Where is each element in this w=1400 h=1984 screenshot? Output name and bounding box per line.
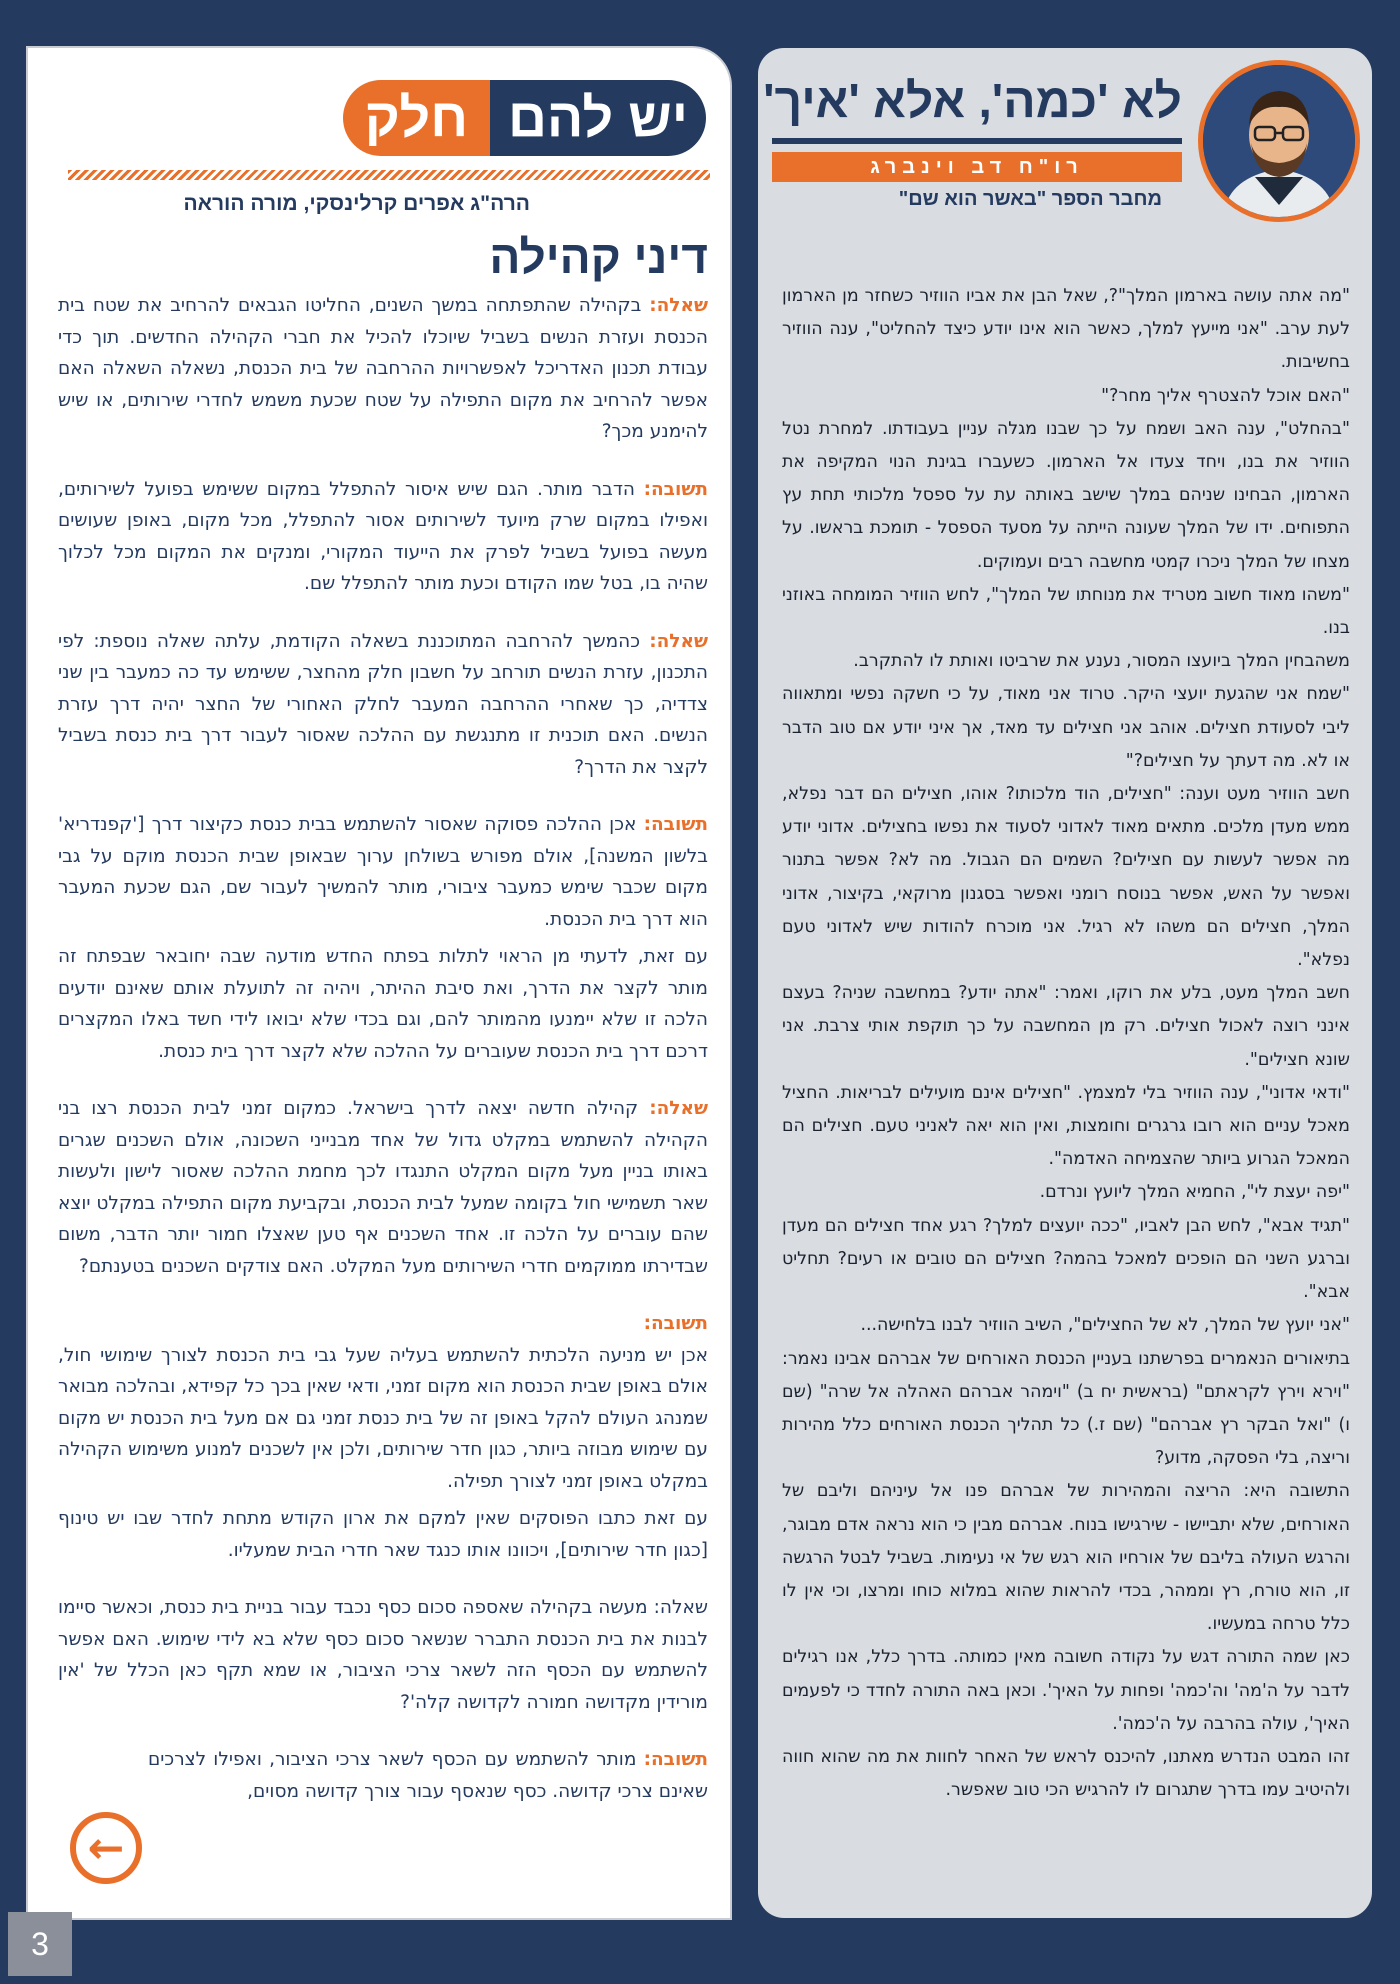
arrow-left-icon[interactable]: ←	[70, 1812, 142, 1884]
section-title: דיני קהילה	[489, 231, 708, 283]
story-paragraph: חשב המלך מעט, בלע את רוקו, ואמר: "אתה יודע? במחשבה שניה? בעצם אינני רוצה לאכול חצילים. רק מן המחשבה על כך תוקפת אותי צרבת. אני שונא חצילים".	[782, 983, 1350, 1070]
story-paragraph: חשב הווזיר מעט וענה: "חצילים, הוד מלכותו? אוהו, חצילים הם דבר נפלא, ממש מעדן מלכים. מתאים מאוד לאדוני לסעוד את נפשו בחצילים. אדוני יודע מה אפשר לעשות עם חצילים? השמים הם הגבול. מה לא? אפשר בתנור ואפשר על האש, אפשר בנוסח רומני ואפשר בסגנון מרוקאי, בקיצור, אדוני המלך, חצילים הם משהו לא רגיל. אני מוכרח להודות שיש לאדוני טעם נפלא".	[782, 784, 1350, 971]
banner-navy-text: יש להם	[490, 80, 706, 156]
qa-text: עם זאת כתבו הפוסקים שאין למקם את ארון הקודש מתחת לחדר שבו יש טינוף [כגון חדר שירותים], ויכוונו אותו כנגד שאר חדרי הבית שמעליו.	[58, 1508, 708, 1561]
story-title: לא 'כמה', אלא 'איך'	[763, 75, 1182, 128]
qa-paragraph	[58, 809, 708, 935]
qa-text: אכן יש מניעה הלכתית להשתמש בעליה שעל גבי בית הכנסת לצורך שימושי חול, אולם באופן שבית הכנסת הוא מקום זמני, ודאי שאין בכך כל קפידא, ובהלכה מבואר שמנהג העולם להקל באופן זה של בית כנסת זמני גם אם מעל בית הכנסת יש מקום עם שימוש מבוזה ביותר, כגון חדר שירותים, ולכן אין לשכנים למנוע משימוש הקהילה במקלט באופן זמני לצורך תפילה.	[58, 1344, 708, 1492]
hatched-divider	[68, 170, 710, 180]
story-paragraph: זהו המבט הנדרש מאתנו, להיכנס לראש של האחר לחוות את מה שהוא חווה ולהיטיב עמו בדרך שתגרום לו להרגיש הכי טוב שאפשר.	[782, 1746, 1350, 1801]
qa-paragraph	[58, 1340, 708, 1498]
qa-author: הרה"ג אפרים קרלינסקי, מורה הוראה	[183, 192, 530, 215]
qa-paragraph	[58, 1503, 708, 1566]
story-paragraph: "מה אתה עושה בארמון המלך"?, שאל הבן את אביו הווזיר כשחזר מן הארמון לעת ערב. "אני מייעץ למלך, כאשר הוא אינו יודע כיצד להחליט", ענה הווזיר בחשיבות.	[782, 286, 1350, 373]
story-paragraph: משהבחין המלך ביועצו המסור, נענע את שרביטו ואותת לו להתקרב.	[853, 651, 1350, 672]
qa-body	[58, 290, 708, 1807]
story-paragraph: כאן שמה התורה דגש על נקודה חשובה מאין כמותה. בדרך כלל, אנו רגילים לדבר על ה'מה' וה'כמה' ופחות על האיך'. וכאן באה התורה לחדד כי לפעמים האיך', עולה בהרבה על ה'כמה'.	[782, 1647, 1350, 1734]
story-paragraph: "אני יועץ של המלך, לא של החצילים", השיב הווזיר לבנו בלחישה...	[860, 1315, 1350, 1336]
qa-label: שאלה:	[649, 630, 708, 652]
qa-paragraph	[58, 626, 708, 784]
qa-paragraph	[58, 941, 708, 1067]
story-paragraph: "משהו מאוד חשוב מטריד את מנוחתו של המלך", לחש הווזיר המומחה באוזני בנו.	[782, 584, 1350, 639]
qa-label: שאלה:	[649, 1098, 708, 1119]
qa-text: קהילה חדשה יצאה לדרך בישראל. כמקום זמני לבית הכנסת רצו בני הקהילה להשתמש במקלט גדול של אחד מבנייני השכונה, אולם השכנים שגרים באותו בניין מעל מקום המקלט התנגדו לכך מחמת ההלכה שאסור לישון ולעשות שאר תשמישי חול בקומה שמעל לבית הכנסת, ובקביעת מקום התפילה במקלט יוצא שהם עוברים על הלכה זו. אחד השכנים אף טען שאצלו חמור יותר הדבר, משום שבדירתו ממוקמים חדרי השירותים מעל המקלט. האם צודקים השכנים בטענתם?	[58, 1098, 708, 1277]
qa-text: מותר להשתמש עם הכסף לשאר צרכי הציבור, ואפילו לצרכים שאינם צרכי קדושה. כסף שנאסף עבור צורך קדושה מסוים,	[148, 1749, 708, 1802]
qa-label: תשובה:	[643, 478, 708, 500]
page-number: 3	[8, 1912, 72, 1976]
qa-paragraph	[148, 1744, 708, 1807]
qa-paragraph	[58, 1308, 708, 1340]
qa-text: עם זאת, לדעתי מן הראוי לתלות בפתח החדש מודעה שבה יחובאר שבפתח זה מותר לקצר את הדרך, ואת סיבת ההיתר, ויהיה זה לתועלת אותם שאינם יודעים הלכה זו שלא יימנעו מהמותר להם, וגם בכדי שלא יבואו לידי חשד באלו המקצרים דרכם דרך בית הכנסת שעוברים על ההלכה שלא לקצר דרך בית כנסת.	[58, 946, 708, 1062]
story-paragraph: בתיאורים הנאמרים בפרשתנו בעניין הכנסת האורחים של אברהם אבינו נאמר: "וירא וירץ לקראתם" (בראשית יח ב) "וימהר אברהם האהלה אל שרה" (שם ו) "ואל הבקר רץ אברהם" (שם ז.) כל תהליך הכנסת האורחים כלל מהירות וריצה, בלי הפסקה, מדוע?	[782, 1348, 1350, 1469]
qa-text: אכן ההלכה פסוקה שאסור להשתמש בבית כנסת כקיצור דרך ['קפנדריא' בלשון המשנה], אולם מפורש בשולחן ערוך שבאופן שבית הכנסת מוקם על גבי מקום שכבר שימש כמעבר ציבורי, מותר להמשיך לעבור שם, הגם שכעת המעבר הוא דרך בית הכנסת.	[58, 814, 708, 930]
qa-paragraph	[58, 1592, 708, 1718]
story-body	[782, 280, 1350, 1807]
qa-paragraph	[58, 474, 708, 600]
section-banner	[343, 78, 706, 158]
story-panel	[758, 48, 1372, 1918]
qa-panel	[28, 48, 730, 1918]
story-paragraph: "שמח אני שהגעת יועצי היקר. טרוד אני מאוד, על כי חשקה נפשי ומתאווה ליבי לסעודת חצילים. אוהב אני חצילים עד מאד, אך איני יודע אם טוב הדבר או לא. מה דעתך על חצילים?"	[782, 684, 1350, 771]
qa-label: תשובה:	[643, 1313, 708, 1334]
story-paragraph: התשובה היא: הריצה והמהירות של אברהם פנו אל עיניהם וליבם של האורחים, שלא יתביישו - שירגישו בנוח. אברהם מבין כי הוא נראה אדם מבוגר, והרגש העולה בליבם של אורחיו הוא רגש של אי נעימות. בשביל לבטל הרגשה זו, הוא טורח, רץ וממהר, בכדי להראות שהוא במלוא כוחו ומרצו, וכי אין לו כלל טרחה במעשיו.	[782, 1481, 1350, 1635]
qa-text: כהמשך להרחבה המתוכננת בשאלה הקודמת, עלתה שאלה נוספת: לפי התכנון, עזרת הנשים תורחב על חשבון חלק מהחצר, ששימש עד כה כמעבר בין שני צדדיה, כך שאחרי ההרחבה המעבר לחלק האחורי של החצר יהיה דרך עזרת הנשים. האם תוכנית זו מתנגשת עם ההלכה שאסור לעבור דרך בית כנסת בשביל לקצר את הדרך?	[58, 630, 708, 778]
story-paragraph: "בהחלט", ענה האב ושמח על כך שבנו מגלה עניין בעבודתו. למחרת נטל הווזיר את בנו, ויחד צעדו אל הארמון. כשעברו בגינת הנוי המקיפה את הארמון, הבחינו שניהם במלך שישב באותה עת על ספסל מלכותי תחת עץ התפוחים. ידו של המלך שעונה הייתה על מסעד הספסל - תומכת בראשו. על מצחו של המלך ניכרו קמטי מחשבה רבים ועמוקים.	[782, 418, 1350, 572]
title-rule	[772, 138, 1182, 144]
qa-label: שאלה:	[649, 295, 708, 316]
author-book: מחבר הספר "באשר הוא שם"	[898, 188, 1162, 210]
qa-label: תשובה:	[643, 814, 708, 835]
story-paragraph: "האם אוכל להצטרף אליך מחר?"	[1101, 385, 1350, 406]
author-name: רו"ח דב וינברג	[870, 155, 1084, 178]
qa-text: הדבר מותר. הגם שיש איסור להתפלל במקום ששימש בפועל לשירותים, ואפילו במקום שרק מיועד לשירותים אסור להתפלל, מכל מקום, באופן שעושים מעשה בפועל בשביל לפרק את הייעוד המקורי, ומנקים את המקום מכל לכלוך שהיה בו, בטל שמו הקודם וכעת מותר להתפלל שם.	[58, 478, 708, 594]
portrait-icon	[1203, 65, 1355, 217]
story-paragraph: "יפה יעצת לי", החמיא המלך ליועץ ונרדם.	[1039, 1182, 1350, 1203]
qa-label: תשובה:	[643, 1749, 708, 1770]
banner-orange-text: חלק	[343, 80, 490, 156]
qa-paragraph	[58, 290, 708, 448]
qa-text: שאלה: מעשה בקהילה שאספה סכום כסף נכבד עבור בניית בית כנסת, וכאשר סיימו לבנות את בית הכנסת התברר שנשאר סכום כסף שלא בא לידי שימוש. האם אפשר להשתמש עם הכסף הזה לשאר צרכי הציבור, או שמא תקף כאן הכלל של 'אין מורידין מקדושה חמורה לקדושה קלה'?	[58, 1597, 708, 1713]
story-paragraph: "תגיד אבא", לחש הבן לאביו, "ככה יועצים למלך? רגע אחד חצילים הם מעדן וברגע השני הם הופכים למאכל בהמה? חצילים הם טובים או רעים? תחליט אבא".	[782, 1215, 1350, 1303]
qa-text: בקהילה שהתפתחה במשך השנים, החליטו הגבאים להרחיב את שטח בית הכנסת ועזרת הנשים בשביל שיוכלו להכיל את חברי הקהילה החדשים. תוך כדי עבודת תכנון האדריכל לאפשרויות ההרחבה של בית הכנסת, נשאלה השאלה האם אפשר להרחיב את מקום התפילה על שטח שכעת משמש לחדרי שירותים, או שיש להימנע מכך?	[58, 295, 708, 442]
qa-paragraph	[58, 1093, 708, 1282]
story-paragraph: "ודאי אדוני", ענה הווזיר בלי למצמץ. "חצילים אינם מועילים לבריאות. החציל מאכל עניים הוא רובו גרגרים וחומצות, ואין הוא יאה לאניני טעם. חצילים הם המאכל הגרוע ביותר שהצמיחה האדמה".	[782, 1082, 1350, 1170]
author-avatar	[1198, 60, 1360, 222]
author-name-bar	[772, 152, 1182, 182]
